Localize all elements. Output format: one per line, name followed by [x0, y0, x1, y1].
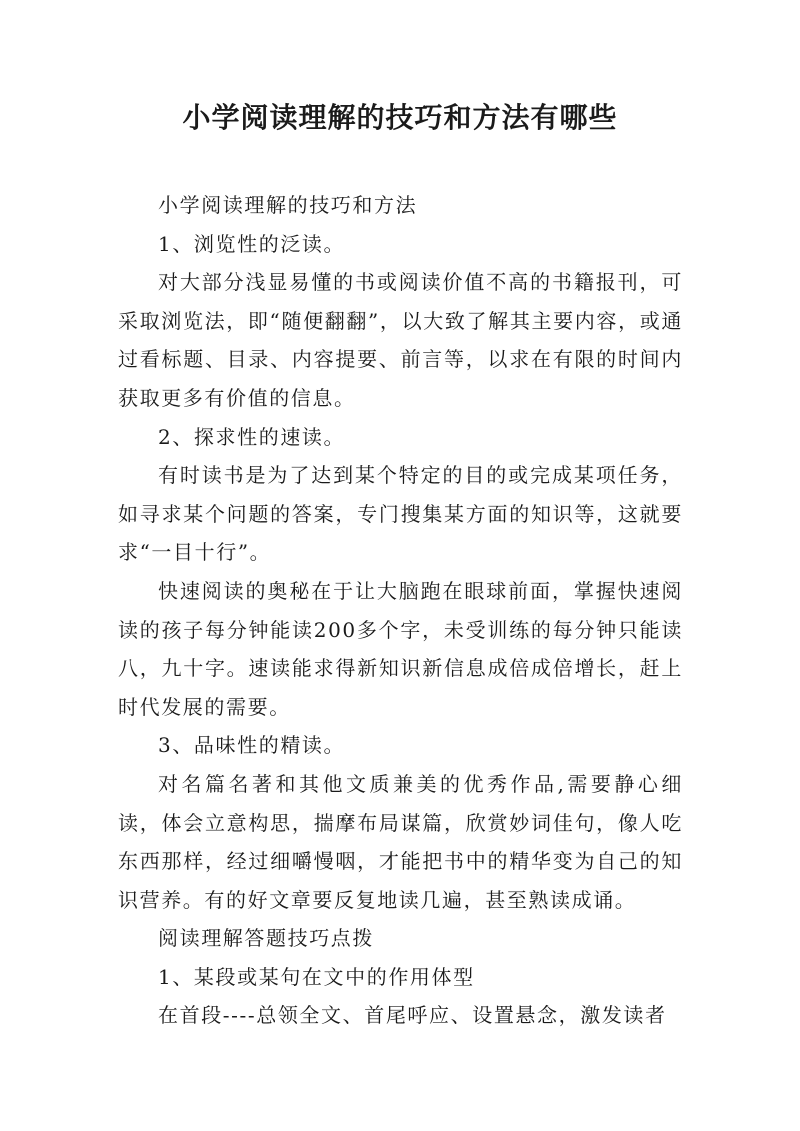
paragraph-subtitle: 小学阅读理解的技巧和方法 — [158, 193, 418, 217]
paragraph-tip-heading-1: 1、某段或某句在文中的作用体型 — [158, 964, 475, 989]
paragraph-first-segment: 在首段----总领全文、首尾呼应、设置悬念，激发读者 — [158, 1003, 667, 1028]
paragraph-heading-3: 3、品味性的精读。 — [158, 733, 346, 758]
paragraph-skimming: 对大部分浅显易懂的书或阅读价值不高的书籍报刊，可采取浏览法，即“随便翻翻”，以大致了解其主要内容，或通过看标题、目录、内容提要、前言等，以求在有限的时间内获取更多有价值的信息。 — [118, 270, 683, 410]
paragraph-heading-1: 1、浏览性的泛读。 — [158, 231, 346, 256]
paragraph-speed-secret: 快速阅读的奥秘在于让大脑跑在眼球前面，掌握快速阅读的孩子每分钟能读200多个字，未受训练的每分钟只能读八，九十字。速读能求得新知识新信息成倍成倍增长，赶上时代发展的需要。 — [118, 578, 683, 719]
document-title: 小学阅读理解的技巧和方法有哪些 — [182, 101, 618, 134]
paragraph-intensive-reading: 对名篇名著和其他文质兼美的优秀作品,需要静心细读，体会立意构思，揣摩布局谋篇，欣赏妙词佳句，像人吃东西那样，经过细嚼慢咽，才能把书中的精华变为自己的知识营养。有的好文章要反复地读几遍，甚至熟读成诵。 — [118, 771, 683, 912]
paragraph-heading-2: 2、探求性的速读。 — [158, 424, 346, 449]
document-body — [118, 186, 683, 1035]
paragraph-answer-tips: 阅读理解答题技巧点拨 — [158, 926, 374, 951]
paragraph-speed-reading: 有时读书是为了达到某个特定的目的或完成某项任务，如寻求某个问题的答案，专门搜集某方面的知识等，这就要求“一目十行”。 — [118, 463, 683, 565]
